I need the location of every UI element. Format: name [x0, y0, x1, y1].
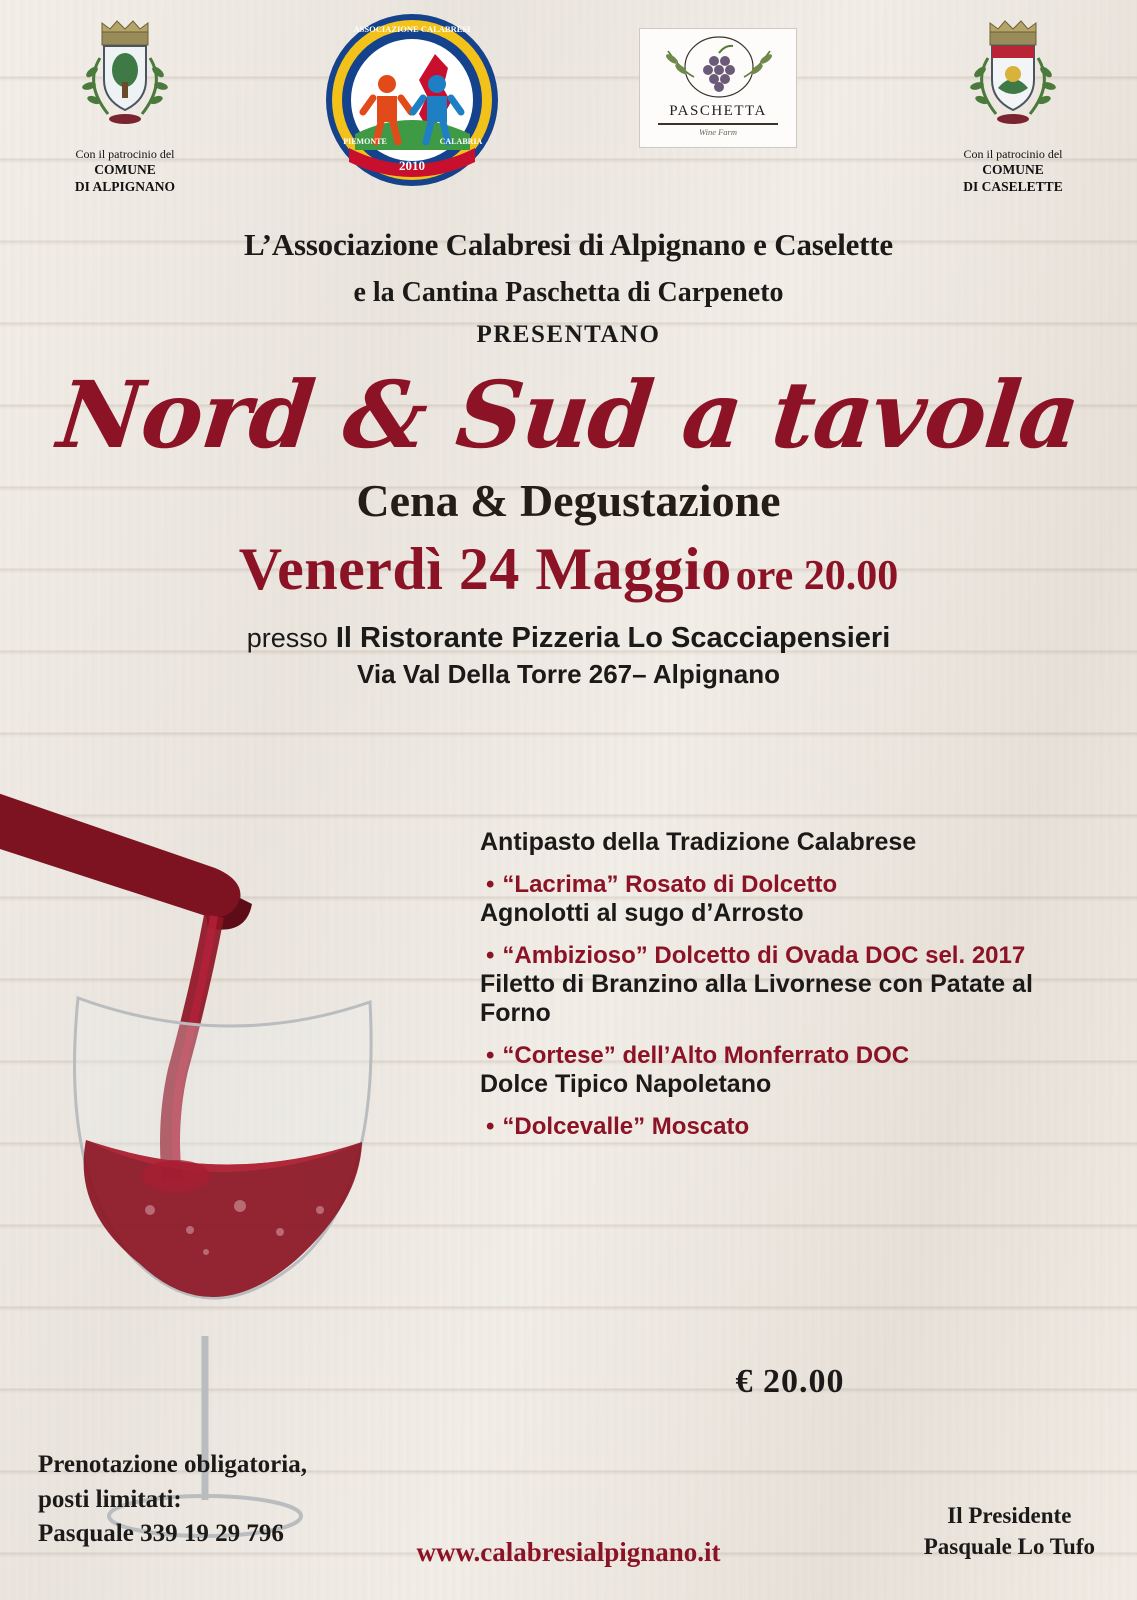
president-signature: [924, 1500, 1095, 1562]
bullet-icon: •: [486, 1042, 495, 1069]
svg-text:PIEMONTE: PIEMONTE: [342, 137, 387, 146]
menu-wine: [480, 871, 1100, 899]
event-day: Venerdì 24 Maggio: [238, 535, 732, 602]
logo-block-winery: [568, 28, 868, 148]
president-name: Pasquale Lo Tufo: [923, 1534, 1095, 1560]
bullet-icon: •: [486, 871, 495, 898]
menu-wine-label: “Dolcevalle” Moscato: [502, 1113, 750, 1140]
menu-item: [480, 970, 1100, 1070]
svg-text:2010: 2010: [398, 158, 425, 173]
coat-of-arms-alpignano-icon: [70, 18, 180, 143]
poster-subtitle: Cena & Degustazione: [356, 474, 781, 526]
venue-presso: presso: [246, 622, 328, 653]
price-label: € 20.00: [735, 1363, 845, 1400]
venue-line: [0, 622, 1137, 655]
booking-phone: Pasquale 339 19 29 796: [38, 1520, 284, 1547]
menu-wine-label: “Lacrima” Rosato di Dolcetto: [502, 871, 838, 898]
poster-title: Nord & Sud a tavola: [53, 361, 1084, 469]
coat-of-arms-caselette-icon: [958, 18, 1068, 143]
menu-course: Antipasto della Tradizione Calabrese: [480, 828, 917, 856]
menu-wine-label: “Ambizioso” Dolcetto di Ovada DOC sel. 2017: [502, 942, 1026, 969]
logo-block-association: [312, 10, 512, 195]
intro-presentano: PRESENTANO: [476, 321, 661, 348]
patronage-alpignano: Con il patrocinio del COMUNE DI ALPIGNANO: [74, 147, 176, 194]
intro-association: L’Associazione Calabresi di Alpignano e Caselette: [244, 227, 893, 262]
bullet-icon: •: [486, 1113, 495, 1140]
venue-address: Via Val Della Torre 267– Alpignano: [357, 658, 780, 689]
menu-course: Agnolotti al sugo d’Arrosto: [480, 899, 804, 927]
divider: [658, 123, 778, 125]
booking-line-1: Prenotazione obligatoria,: [38, 1451, 307, 1478]
patronage-caselette: Con il patrocinio del COMUNE DI CASELETTE: [963, 147, 1063, 194]
booking-line-2: posti limitati:: [38, 1485, 182, 1513]
paschetta-wine-farm-logo-icon: [639, 28, 797, 148]
bullet-icon: •: [486, 942, 495, 969]
svg-text:CALABRIA: CALABRIA: [439, 137, 482, 146]
menu-item: [480, 899, 1100, 970]
logo-block-caselette: [913, 18, 1113, 196]
menu-list: [480, 828, 1100, 1141]
winery-subtitle: Wine Farm: [698, 127, 737, 137]
menu-course: Dolce Tipico Napoletano: [480, 1070, 772, 1098]
poster-header: [0, 0, 1137, 215]
menu-wine: [480, 1113, 1100, 1141]
menu-wine-label: “Cortese” dell’Alto Monferrato DOC: [502, 1042, 910, 1069]
winery-name: PASCHETTA: [669, 103, 767, 119]
menu-wine: [480, 1042, 1100, 1070]
intro-winery: e la Cantina Paschetta di Carpeneto: [353, 277, 784, 308]
menu-item: [480, 828, 1100, 899]
svg-text:ASSOCIAZIONE CALABRESI: ASSOCIAZIONE CALABRESI: [353, 24, 470, 34]
event-time: ore 20.00: [735, 552, 899, 599]
logo-block-alpignano: [30, 18, 220, 196]
president-title: Il Presidente: [947, 1503, 1072, 1528]
booking-info: [38, 1448, 307, 1552]
menu-wine: [480, 942, 1100, 970]
association-calabresi-logo-icon: [312, 10, 512, 195]
website-link[interactable]: www.calabresialpignano.it: [416, 1537, 721, 1567]
event-date: [0, 535, 1137, 604]
menu-course: Filetto di Branzino alla Livornese con Patate al Forno: [480, 970, 1033, 1027]
venue-name: Il Ristorante Pizzeria Lo Scacciapensieri: [335, 621, 891, 654]
menu-item: [480, 1070, 1100, 1141]
